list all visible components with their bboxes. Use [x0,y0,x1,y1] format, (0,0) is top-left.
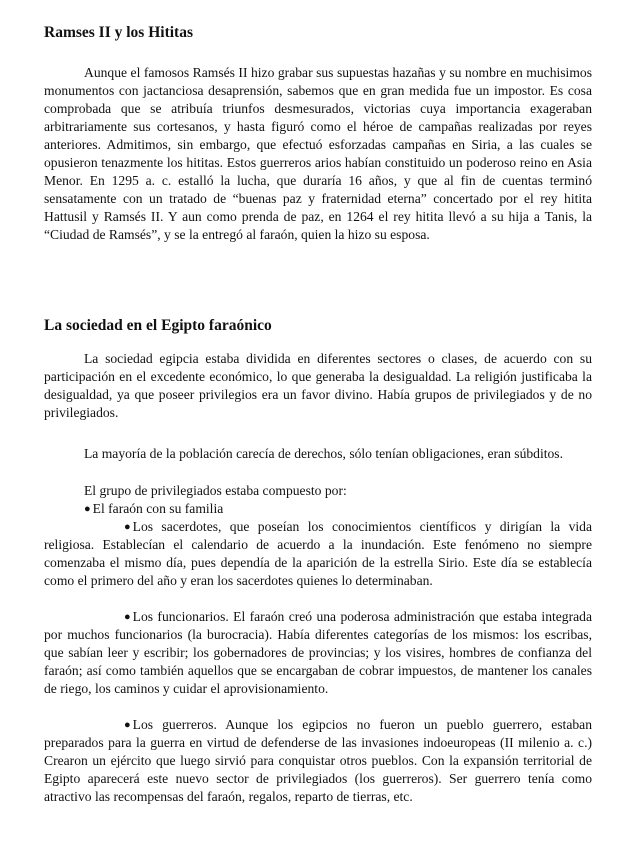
section-title-ramses: Ramses II y los Hititas [44,24,193,41]
list-item-text: Los sacerdotes, que poseían los conocimientos científicos y dirigían la vida religiosa. Establecían el calendario de acuerdo a la inundación. Este fenómeno no siempre comenzaba el mismo día, pues dependía de la aparición de la estrella Sirio. Este día se establecía como el primero del año y eran los sacerdotes quienes lo determinaban. [44,519,592,588]
bullet-icon: ● [84,503,91,515]
paragraph-ramses-hititas: Aunque el famosos Ramsés II hizo grabar sus supuestas hazañas y su nombre en muchisimos monumentos con jactanciosa desaprensión, sabemos que en gran medida fue un impostor. Es cosa comprobada que se atribuía triunfos desmesurados, victorias cuya importancia exageraban arbitrariamente sus cortesanos, y hasta figuró como el héroe de campañas realizadas por reyes anteriores. Admitimos, sin embargo, que efectuó esforzadas campañas en Siria, a las cuales se opusieron tenazmente los hititas. Estos guerreros arios habían constituido un poderoso reino en Asia Menor. En 1295 a. c. estalló la lucha, que duraría 16 años, y que al fin de cuentas terminó sensatamente con un tratado de “buenas paz y fraternidad eterna” concertado por el rey hitita Hattusil y Ramsés II. Y aun como prenda de paz, en 1264 el rey hitita llevó a su hija a Tanis, la “Ciudad de Ramsés”, y se la entregó al faraón, quien la hizo su esposa. [44,65,592,242]
list-item-faraon [84,500,223,518]
bullet-icon: ● [124,521,131,533]
list-item-sacerdotes [44,518,592,590]
bullet-icon: ● [124,719,131,731]
list-item-guerreros [44,716,592,806]
section-title-sociedad: La sociedad en el Egipto faraónico [44,317,272,334]
paragraph-sociedad-desigualdad: La sociedad egipcia estaba dividida en diferentes sectores o clases, de acuerdo con su participación en el excedente económico, lo que generaba la desigualdad. La religión justificaba la desigualdad, ya que poseer privilegios era un favor divino. Había grupos de privilegiados y de no privilegiados. [44,351,592,420]
list-item-text: Los funcionarios. El faraón creó una poderosa administración que estaba integrada por muchos funcionarios (la burocracia). Había diferentes categorías de los mismos: los escribas, que sabían leer y escribir; los gobernadores de provincias; y los visires, hombres de confianza del faraón; así como también aquellos que se encargaban de cobrar impuestos, de mantener los canales de riego, los caminos y cuidar el aprovisionamiento. [44,609,592,696]
paragraph-mayoria-poblacion: La mayoría de la población carecía de derechos, sólo tenían obligaciones, eran súbditos. [84,446,564,461]
list-item-text: Los guerreros. Aunque los egipcios no fueron un pueblo guerrero, estaban preparados para la guerra en virtud de defenderse de las invasiones indoeuropeas (II milenio a. c.) Crearon un ejército que luego sirvió para conquistar otros pueblos. Con la expansión territorial de Egipto aparecerá este nuevo sector de privilegiados (los guerreros). Ser guerrero tenía como atractivo las recompensas del faraón, regalos, reparto de tierras, etc. [44,717,592,804]
list-item-funcionarios [44,608,592,698]
bullet-icon: ● [124,611,131,623]
privilegiados-intro: El grupo de privilegiados estaba compuesto por: [84,483,347,498]
list-item-text: El faraón con su familia [92,501,224,516]
